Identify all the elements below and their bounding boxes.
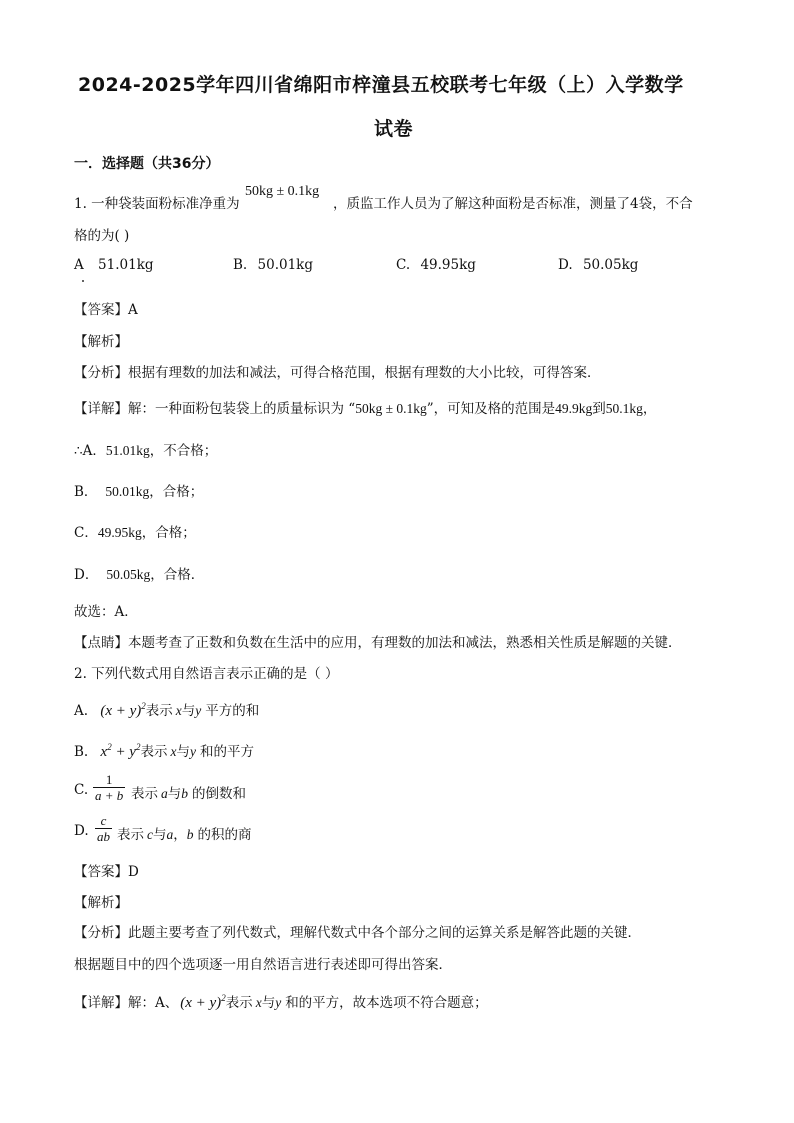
- range-end: ，: [642, 401, 657, 417]
- var-b: b: [181, 786, 188, 801]
- var-y: y: [195, 703, 202, 718]
- line-value: 49.95kg: [97, 525, 142, 540]
- q2-option-a: [74, 699, 259, 720]
- option-letter: D.: [558, 257, 573, 273]
- option-text: 50.01kg: [257, 257, 313, 273]
- option-text: 与: [153, 827, 167, 843]
- q1-line-d: [74, 563, 204, 583]
- option-text: 51.01kg: [98, 257, 154, 273]
- option-text: 表示: [140, 744, 168, 760]
- xiangjie-text: 和的平方，故本选项不符合题意；: [285, 995, 488, 1011]
- q1-line-c: [74, 521, 196, 541]
- var-x: x: [175, 703, 182, 718]
- q1-stem-start: 1. 一种袋装面粉标准净重为: [74, 196, 240, 212]
- answer-value: A: [128, 302, 138, 318]
- q1-choose: 故选：A．: [74, 604, 138, 620]
- line-value: 50.05kg: [106, 567, 151, 582]
- line-prefix: B．: [74, 484, 98, 500]
- fraction-1-over-a-plus-b: [93, 772, 125, 803]
- q2-answer: [74, 860, 139, 880]
- line-value: 51.01kg: [105, 443, 150, 458]
- q2-jiexi: 【解析】: [74, 895, 128, 911]
- fraction-denominator: ab: [97, 829, 110, 844]
- q1-stem-end: 格的为( ): [74, 228, 130, 244]
- decor-dot: [82, 280, 84, 282]
- dianjing-tag: 【点睛】: [74, 635, 128, 651]
- section-heading: 一．选择题（共36分）: [74, 156, 220, 172]
- q1-option-b: [233, 257, 313, 273]
- var-c: c: [147, 827, 153, 842]
- page-title: 2024-2025学年四川省绵阳市梓潼县五校联考七年级（上）入学数学: [78, 74, 684, 96]
- q2-fenxi: [74, 921, 641, 941]
- line-suffix: ，合格；: [149, 484, 204, 500]
- answer-tag: 【答案】: [74, 302, 128, 318]
- q2-stem: 2. 下列代数式用自然语言表示正确的是（ ）: [74, 666, 339, 682]
- line-prefix: D．: [74, 567, 99, 583]
- fraction-numerator: c: [100, 813, 107, 828]
- q1-jiexi: 【解析】: [74, 334, 128, 350]
- var-x: x: [255, 995, 262, 1010]
- option-letter: C.: [396, 257, 411, 273]
- option-text: 的积的商: [197, 827, 252, 843]
- q1-option-c: [396, 257, 476, 273]
- answer-tag: 【答案】: [74, 864, 128, 880]
- line-prefix: C．: [74, 525, 98, 541]
- q2-xiangjie: [74, 991, 488, 1012]
- q1-fenxi: [74, 361, 601, 381]
- expr-x-plus-y-squared: $(x + y)^2$: [100, 701, 146, 719]
- var-b: b: [186, 827, 194, 842]
- xiangjie-tag: 【详解】: [74, 995, 128, 1011]
- range-low: 49.9kg: [555, 401, 593, 416]
- option-text: 表示: [131, 786, 158, 802]
- q1-option-d: [558, 257, 638, 273]
- range-mid: 到: [592, 401, 606, 417]
- range-high: 50.1kg: [605, 401, 643, 416]
- var-a: a: [161, 786, 168, 801]
- q1-xiangjie: [74, 397, 656, 417]
- q1-stem-mid: ，质监工作人员为了解这种面粉是否标准，测量了4袋，不合: [333, 196, 693, 212]
- option-letter: B.: [74, 744, 89, 760]
- option-text: 表示: [117, 827, 144, 843]
- line-suffix: ，不合格；: [149, 443, 218, 459]
- option-text: 50.05kg: [582, 257, 639, 273]
- line-prefix: ∴A．: [74, 443, 106, 459]
- q1-answer: [74, 298, 138, 318]
- q2-option-d-text: [117, 823, 252, 843]
- option-text: 的倒数和: [192, 786, 246, 802]
- xiangjie-text: 解：一种面粉包装袋上的质量标识为 “: [128, 401, 356, 417]
- q2-fenxi-2: 根据题目中的四个选项逐一用自然语言进行表述即可得出答案．: [74, 957, 452, 973]
- fenxi-tag: 【分析】: [74, 925, 128, 941]
- option-text: 表示: [145, 703, 173, 719]
- var-y: y: [189, 744, 196, 759]
- fenxi-tag: 【分析】: [74, 365, 128, 381]
- answer-value: D: [128, 864, 139, 880]
- line-value: 50.01kg: [105, 484, 150, 499]
- line-suffix: ，合格．: [150, 567, 205, 583]
- q1-line-b: [74, 480, 203, 500]
- page-title-line2: 试卷: [374, 118, 414, 140]
- fraction-numerator: 1: [105, 772, 113, 787]
- option-text: 49.95kg: [420, 257, 476, 273]
- q1-stem-math: 50kg ± 0.1kg: [245, 184, 320, 199]
- xiangjie-math: 50kg ± 0.1kg: [355, 401, 427, 416]
- expr-x-plus-y-squared: $(x + y)^2$: [180, 993, 226, 1011]
- fraction-c-over-ab: [95, 813, 112, 844]
- xiangjie-tag: 【详解】: [74, 401, 128, 417]
- var-x: x: [170, 744, 177, 759]
- dianjing-text: 本题考查了正数和负数在生活中的应用，有理数的加法和减法，熟悉相关性质是解题的关键．: [128, 635, 682, 651]
- q2-option-b: [74, 740, 254, 761]
- q1-option-a: [74, 257, 154, 273]
- option-text: 平方的和: [205, 703, 260, 719]
- option-text: 和的平方: [199, 744, 254, 760]
- fenxi-text: 此题主要考查了列代数式，理解代数式中各个部分之间的运算关系是解答此题的关键．: [128, 925, 641, 941]
- q1-dianjing: [74, 631, 682, 651]
- q2-option-c-text: [131, 782, 246, 802]
- xiangjie-text: 表示: [225, 995, 253, 1011]
- comma: ，: [173, 827, 187, 843]
- xiangjie-text: 与: [261, 995, 276, 1011]
- q1-line-a: [74, 439, 217, 459]
- option-letter: B.: [233, 257, 248, 273]
- var-y: y: [275, 995, 282, 1010]
- option-text: 与: [176, 744, 190, 760]
- option-letter: A: [74, 257, 84, 273]
- option-letter: A.: [74, 703, 89, 719]
- option-text: 与: [167, 786, 182, 802]
- q2-option-c-letter: C.: [74, 782, 89, 798]
- xiangjie-text: 解：A、: [128, 995, 179, 1011]
- expr-x2-plus-y2: $x^2 + y^2$: [100, 742, 141, 760]
- fraction-denominator: a + b: [95, 788, 124, 803]
- option-text: 与: [181, 703, 196, 719]
- var-a: a: [166, 827, 174, 842]
- line-suffix: ，合格；: [141, 525, 196, 541]
- xiangjie-text-2: ”，可知及格的范围是: [426, 401, 556, 417]
- q2-option-d-letter: D.: [74, 823, 89, 839]
- fenxi-text: 根据有理数的加法和减法，可得合格范围，根据有理数的大小比较，可得答案．: [128, 365, 601, 381]
